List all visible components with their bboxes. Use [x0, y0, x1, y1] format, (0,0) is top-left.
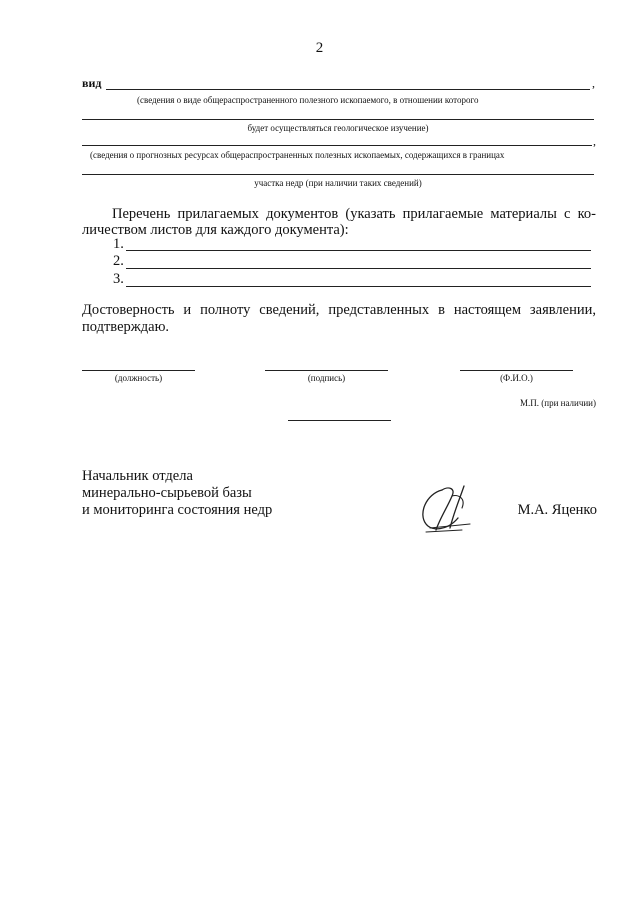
caption-subsoil-area: участка недр (при наличии таких сведений): [254, 178, 422, 188]
handwritten-signature: [412, 478, 492, 538]
position-line: [82, 370, 195, 371]
confirmation-line2: подтверждаю.: [82, 319, 170, 335]
footer-signer-name: М.А. Яценко: [517, 502, 597, 518]
document-item-2-line: [126, 268, 591, 269]
footer-title-line2: минерально-сырьевой базы: [82, 485, 252, 501]
signature-caption: (подпись): [307, 373, 346, 383]
blank-line-3: [82, 145, 592, 146]
document-item-1-number: 1.: [113, 236, 124, 252]
caption-mineral-type: (сведения о виде общераспространенного полезного ископаемого, в отношении которого: [137, 95, 479, 105]
vid-underline: [106, 89, 590, 90]
blank-line-2: [82, 119, 594, 120]
caption-geological-study: будет осуществляться геологическое изучение): [247, 123, 429, 133]
position-caption: (должность): [114, 373, 163, 383]
caption-forecast-resources: (сведения о прогнозных ресурсах общераспространенных полезных ископаемых, содержащихся в границах: [90, 150, 505, 160]
blank-line-4: [82, 174, 594, 175]
document-item-3-line: [126, 286, 591, 287]
documents-intro-line2: личеством листов для каждого документа):: [82, 222, 349, 238]
caption-comma: ,: [593, 134, 596, 148]
name-line: [460, 370, 573, 371]
vid-comma: ,: [592, 76, 595, 90]
page-number: 2: [315, 40, 324, 56]
documents-intro-line1: Перечень прилагаемых документов (указать прилагаемые материалы с ко-: [112, 206, 596, 222]
vid-label: вид: [82, 76, 102, 90]
name-caption: (Ф.И.О.): [500, 373, 533, 383]
document-item-3-number: 3.: [113, 271, 124, 287]
stamp-caption: М.П. (при наличии): [520, 398, 596, 408]
footer-title-line1: Начальник отдела: [82, 468, 193, 484]
footer-title-line3: и мониторинга состояния недр: [82, 502, 273, 518]
separator-line: [288, 420, 391, 421]
confirmation-line1: Достоверность и полноту сведений, представленных в настоящем заявлении,: [82, 302, 596, 318]
document-item-2-number: 2.: [113, 253, 124, 269]
signature-line: [265, 370, 388, 371]
document-item-1-line: [126, 250, 591, 251]
